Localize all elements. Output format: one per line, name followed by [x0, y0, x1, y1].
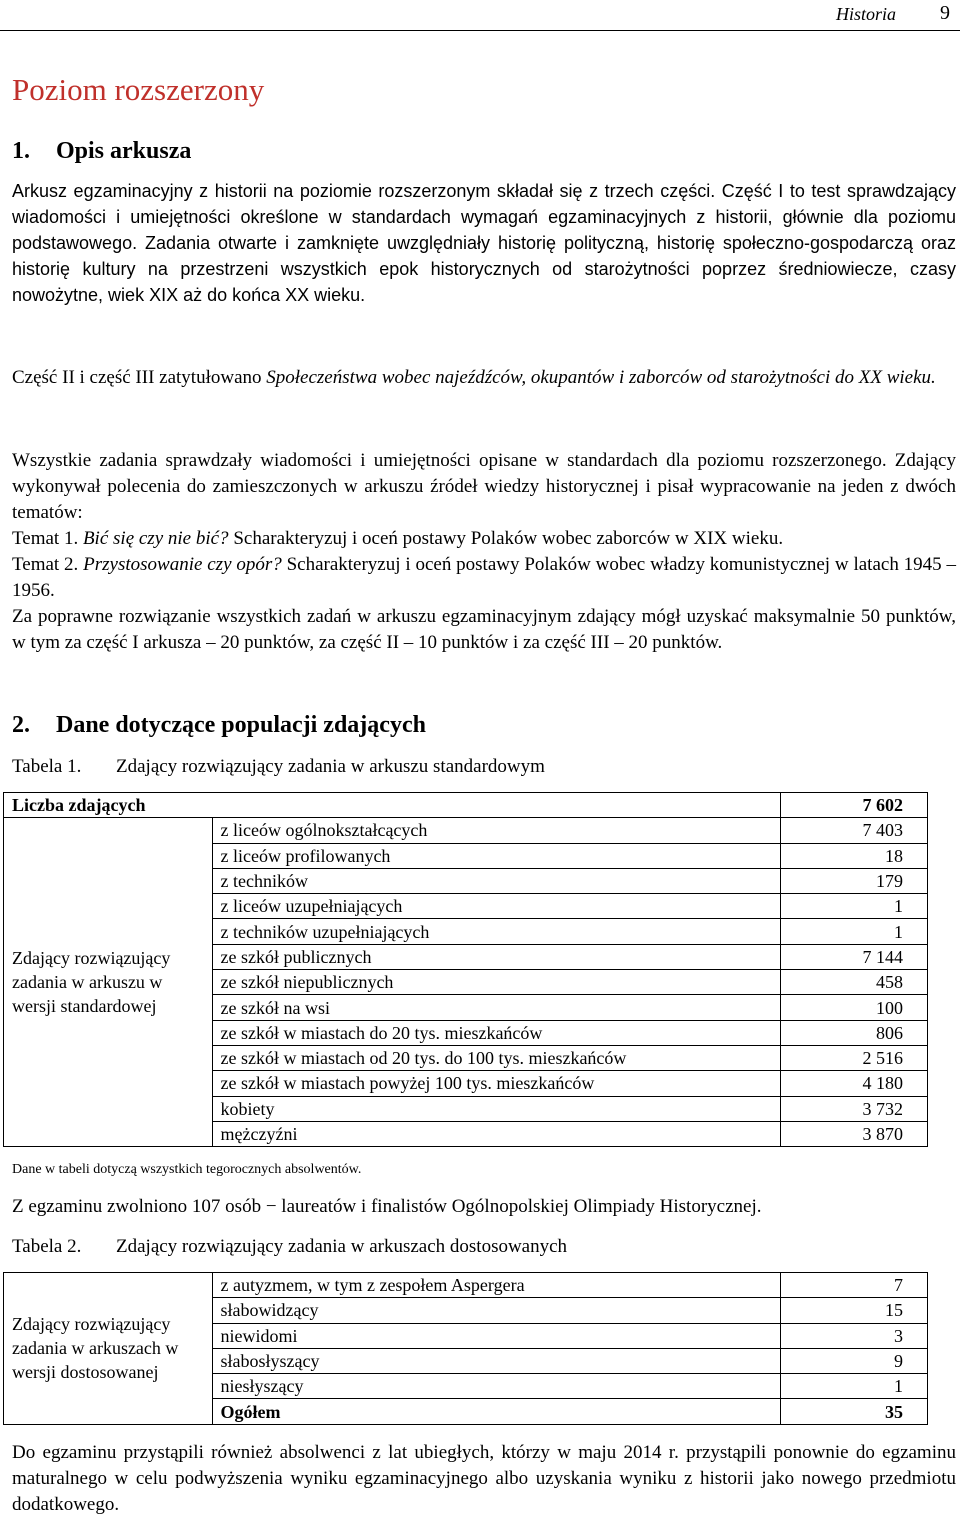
row-value: 2 516	[780, 1045, 927, 1070]
table-2-total-label: Ogółem	[212, 1399, 780, 1424]
row-value: 1	[780, 919, 927, 944]
paragraph-1	[12, 178, 956, 308]
section-2-title: Dane dotyczące populacji zdających	[56, 712, 426, 738]
paragraph-2-italic: Społeczeństwa wobec najeźdźców, okupantów i zaborców od starożytności do XX wieku.	[266, 367, 936, 388]
row-label: z liceów profilowanych	[212, 843, 780, 868]
table-2-caption	[12, 1236, 567, 1258]
row-label: z techników	[212, 868, 780, 893]
table-2	[3, 1272, 928, 1425]
row-label: niewidomi	[212, 1323, 780, 1348]
row-group-label: Zdający rozwiązujący zadania w arkuszach w wersji dostosowanej	[4, 1273, 213, 1425]
paragraph-2	[12, 365, 956, 391]
paragraph-4: Za poprawne rozwiązanie wszystkich zadań w arkuszu egzaminacyjnym zdający mógł uzyskać maksymalnie 50 punktów, w tym za część I arkusza – 20 punktów, za część II – 10 punktów i za część III – 20 punktów.	[12, 606, 956, 653]
paragraph-3	[12, 448, 956, 656]
table-2-total-value: 35	[780, 1399, 927, 1424]
section-1-number: 1.	[12, 138, 30, 164]
row-label: słabowidzący	[212, 1298, 780, 1323]
row-label: ze szkół w miastach do 20 tys. mieszkańców	[212, 1020, 780, 1045]
row-label: ze szkół publicznych	[212, 944, 780, 969]
page-number: 9	[940, 2, 950, 24]
table-2-caption-text: Zdający rozwiązujący zadania w arkuszach dostosowanych	[116, 1236, 568, 1257]
table-row	[4, 818, 928, 843]
table-1-total-label: Liczba zdających	[4, 793, 781, 818]
topic-2-label: Temat 2.	[12, 554, 84, 575]
row-label: z liceów ogólnokształcących	[212, 818, 780, 843]
paragraph-2-a: Część II i część III zatytułowano	[12, 367, 267, 388]
row-value: 9	[780, 1348, 927, 1373]
paragraph-1-b: Zadania otwarte i zamknięte uwzględniały historię polityczną, historię społeczno-gospodarczą oraz historię kultury na przestrzeni wszystkich epok historycznych od starożytności poprzez średniowiecze, czasy nowożytne, wiek XIX aż do końca XX wieku.	[12, 233, 956, 305]
section-1-heading	[12, 138, 191, 165]
table-1-caption-label: Tabela 1.	[12, 756, 82, 777]
topic-1-rest: Scharakteryzuj i oceń postawy Polaków wobec zaborców w XIX wieku.	[228, 528, 784, 549]
row-value: 458	[780, 970, 927, 995]
section-1-title: Opis arkusza	[56, 138, 192, 164]
row-value: 4 180	[780, 1071, 927, 1096]
row-value: 15	[780, 1298, 927, 1323]
final-paragraph: Do egzaminu przystąpili również absolwenci z lat ubiegłych, którzy w maju 2014 r. przystąpili ponownie do egzaminu maturalnego w celu podwyższenia wyniku egzaminacyjnego albo uzyskania wyniku z historii jako nowego przedmiotu dodatkowego.	[12, 1442, 956, 1515]
row-label: ze szkół niepublicznych	[212, 970, 780, 995]
row-value: 179	[780, 868, 927, 893]
row-value: 7 403	[780, 818, 927, 843]
row-label: z liceów uzupełniających	[212, 894, 780, 919]
section-2-number: 2.	[12, 712, 30, 738]
header-rule	[0, 30, 960, 31]
paragraph-3-text: Wszystkie zadania sprawdzały wiadomości i umiejętności opisane w standardach dla poziomu rozszerzonego. Zdający wykonywał polecenia do zamieszczonych w arkuszu źródeł wiedzy historycznej i pisał wypracowanie na jeden z dwóch tematów:	[12, 450, 956, 523]
section-2-heading	[12, 712, 426, 739]
row-label: z autyzmem, w tym z zespołem Aspergera	[212, 1273, 780, 1298]
row-label: mężczyźni	[212, 1121, 780, 1146]
table-row	[4, 1273, 928, 1298]
row-label: słabosłyszący	[212, 1348, 780, 1373]
row-value: 3 732	[780, 1096, 927, 1121]
row-label: kobiety	[212, 1096, 780, 1121]
topic-2-rest: Scharakteryzuj i oceń postawy Polaków wobec władzy komunistycznej w latach 1945 – 1956.	[12, 554, 956, 601]
table-1	[3, 792, 928, 1147]
table-1-note: Dane w tabeli dotyczą wszystkich tegorocznych absolwentów.	[12, 1162, 362, 1177]
row-label: ze szkół w miastach od 20 tys. do 100 tys. mieszkańców	[212, 1045, 780, 1070]
exempt-text: Z egzaminu zwolniono 107 osób − laureatów i finalistów Ogólnopolskiej Olimpiady Historycznej.	[12, 1196, 762, 1217]
table-2-caption-label: Tabela 2.	[12, 1236, 82, 1257]
table-1-caption-text: Zdający rozwiązujący zadania w arkuszu standardowym	[116, 756, 545, 777]
row-value: 18	[780, 843, 927, 868]
row-label: ze szkół na wsi	[212, 995, 780, 1020]
topic-2-italic: Przystosowanie czy opór?	[83, 554, 282, 575]
row-label: niesłyszący	[212, 1374, 780, 1399]
row-label: z techników uzupełniających	[212, 919, 780, 944]
paragraph-1-a: Arkusz egzaminacyjny z historii na poziomie rozszerzonym składał się z trzech części. Część I to test sprawdzający wiadomości i umiejętności określone w standardach wymagań egzaminacyjnych z historii, głównie dla poziomu podstawowego.	[12, 181, 956, 253]
row-label: ze szkół w miastach powyżej 100 tys. mieszkańców	[212, 1071, 780, 1096]
topic-1-italic: Bić się czy nie bić?	[82, 528, 229, 549]
row-group-label: Zdający rozwiązujący zadania w arkuszu w wersji standardowej	[4, 818, 213, 1147]
row-value: 100	[780, 995, 927, 1020]
row-value: 1	[780, 894, 927, 919]
row-value: 806	[780, 1020, 927, 1045]
row-value: 7	[780, 1273, 927, 1298]
row-value: 3	[780, 1323, 927, 1348]
topic-1-label: Temat 1.	[12, 528, 83, 549]
main-title: Poziom rozszerzony	[12, 72, 265, 107]
table-1-total-value: 7 602	[780, 793, 927, 818]
row-value: 3 870	[780, 1121, 927, 1146]
row-value: 1	[780, 1374, 927, 1399]
row-value: 7 144	[780, 944, 927, 969]
page-header	[0, 2, 960, 32]
table-1-caption	[12, 756, 545, 778]
header-title: Historia	[835, 4, 896, 24]
table-row	[4, 793, 928, 818]
